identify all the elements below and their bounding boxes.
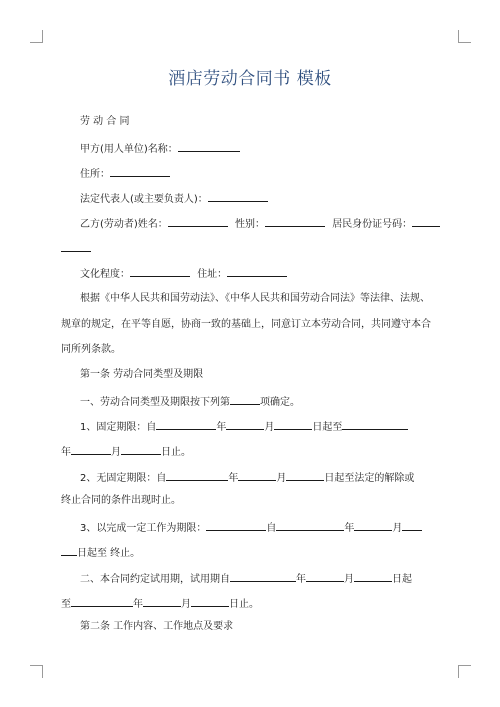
document-title: 酒店劳动合同书 模板 [168, 69, 332, 89]
to-label: 至 [61, 599, 71, 610]
probation-line-cont [61, 595, 259, 612]
article-1-title: 第一条 劳动合同类型及期限 [80, 369, 204, 380]
fixed-start-day-blank[interactable] [274, 418, 312, 430]
crop-mark-top-right [458, 30, 471, 43]
fixed-end-day-blank[interactable] [121, 443, 161, 455]
article-2-title: 第二条 工作内容、工作地点及要求 [80, 621, 234, 632]
legal-rep-blank[interactable] [208, 190, 268, 202]
probation-start-day-blank[interactable] [354, 570, 392, 582]
task-start-year-blank[interactable] [276, 519, 344, 531]
fixed-term-prefix: 1、固定期限：自 [80, 422, 157, 433]
clause-1-intro-a: 一、劳动合同类型及期限按下列第 [80, 397, 230, 408]
party-a-address-label: 住所： [80, 169, 110, 180]
open-start-year-blank[interactable] [166, 469, 228, 481]
year-label: 年 [216, 422, 227, 433]
year-label: 年 [296, 574, 306, 585]
education-line [80, 265, 287, 282]
task-start-day-blank[interactable] [402, 519, 422, 531]
crop-mark-bottom-right [458, 665, 471, 678]
open-start-month-blank[interactable] [238, 469, 276, 481]
task-start-month-blank[interactable] [354, 519, 392, 531]
task-term-line-cont [61, 544, 140, 561]
open-start-day-blank[interactable] [286, 469, 324, 481]
fixed-start-year-blank[interactable] [156, 418, 216, 430]
address-blank[interactable] [227, 265, 287, 277]
contract-heading: 劳 动 合 同 [80, 116, 130, 127]
year-label: 年 [228, 473, 239, 484]
probation-end-day-blank[interactable] [191, 595, 229, 607]
party-a-name-label: 甲方(用人单位)名称： [80, 144, 178, 155]
clause-1-intro [80, 393, 300, 410]
probation-start-month-blank[interactable] [306, 570, 344, 582]
preamble-line-3: 同所列条款。 [61, 344, 121, 355]
task-term-prefix: 3、以完成一定工作为期限： [80, 523, 207, 534]
clause-1-intro-b: 项确定。 [260, 397, 300, 408]
id-number-continuation [61, 240, 91, 257]
task-description-blank[interactable] [206, 519, 266, 531]
education-label: 文化程度： [80, 269, 130, 280]
until-legal-label: 日起至法定的解除或 [324, 473, 415, 484]
month-label: 月 [392, 523, 403, 534]
day-from-short-label: 日起至 终止。 [77, 548, 141, 559]
day-end-label: 日止。 [229, 599, 259, 610]
termination-condition: 终止合同的条件出现时止。 [61, 495, 181, 506]
day-from-end-label: 日起 [392, 574, 412, 585]
year-label: 年 [61, 447, 71, 458]
year-label: 年 [133, 599, 143, 610]
from-label: 自 [266, 523, 277, 534]
probation-end-year-blank[interactable] [71, 595, 133, 607]
preamble-line-2: 规章的规定，在平等自愿，协商一致的基础上，同意订立本劳动合同，共同遵守本合 [61, 319, 431, 330]
fixed-term-line [80, 418, 408, 435]
contract-type-blank[interactable] [230, 393, 260, 405]
legal-rep-label: 法定代表人(或主要负责人)： [80, 194, 208, 205]
crop-mark-bottom-left [30, 665, 43, 678]
fixed-start-month-blank[interactable] [226, 418, 264, 430]
party-a-address-blank[interactable] [110, 165, 170, 177]
open-term-prefix: 2、无固定期限：自 [80, 473, 167, 484]
fixed-term-line-cont [61, 443, 191, 460]
preamble-line-1: 根据《中华人民共和国劳动法》、《中华人民共和国劳动合同法》等法律、法规、 [80, 293, 430, 304]
open-term-line [80, 469, 414, 486]
crop-mark-top-left [30, 30, 43, 43]
id-number-blank-cont[interactable] [61, 240, 91, 252]
year-label: 年 [344, 523, 355, 534]
probation-start-year-blank[interactable] [230, 570, 296, 582]
legal-rep-line [80, 190, 268, 207]
month-label: 月 [264, 422, 275, 433]
education-blank[interactable] [130, 265, 190, 277]
party-a-name-line [80, 140, 240, 157]
task-term-line [80, 519, 422, 536]
day-end-label: 日止。 [161, 447, 191, 458]
probation-line [80, 570, 412, 587]
gender-blank[interactable] [265, 215, 325, 227]
party-b-name-blank[interactable] [168, 215, 228, 227]
probation-end-month-blank[interactable] [143, 595, 181, 607]
party-a-name-blank[interactable] [178, 140, 240, 152]
party-b-line [80, 215, 440, 232]
probation-prefix: 二、本合同约定试用期，试用期自 [80, 574, 230, 585]
id-number-label: 居民身份证号码： [332, 219, 413, 230]
month-label: 月 [344, 574, 354, 585]
month-label: 月 [111, 447, 121, 458]
gender-label: 性别： [235, 219, 265, 230]
id-number-blank[interactable] [412, 215, 440, 227]
month-label: 月 [276, 473, 287, 484]
fixed-end-year-blank[interactable] [342, 418, 408, 430]
party-a-address-line [80, 165, 170, 182]
party-b-name-label: 乙方(劳动者)姓名： [80, 219, 168, 230]
month-label: 月 [181, 599, 191, 610]
address-label: 住址： [197, 269, 228, 280]
day-from-label: 日起至 [312, 422, 343, 433]
task-start-day-blank-cont[interactable] [61, 544, 77, 556]
fixed-end-month-blank[interactable] [71, 443, 111, 455]
